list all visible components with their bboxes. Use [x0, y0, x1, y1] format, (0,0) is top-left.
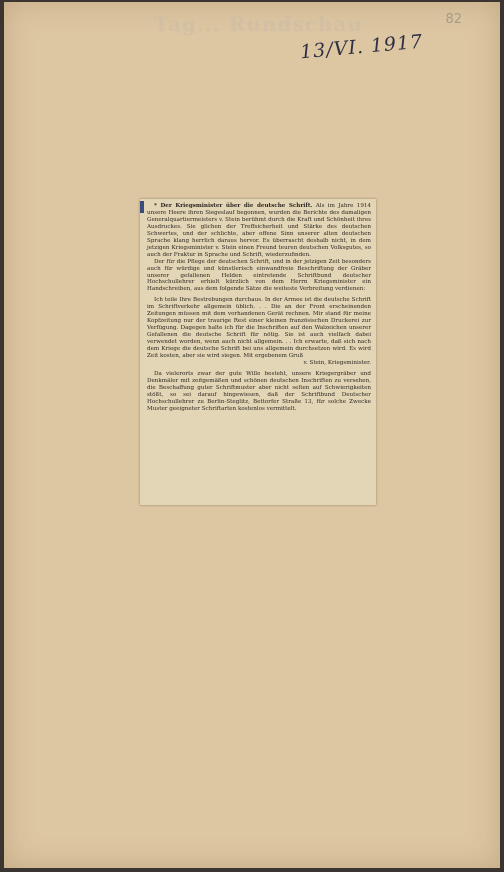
- paragraph-2: Der für die Pflege der deutschen Schrift, und in der jetzigen Zeit besonders auch für würdige und künstlerisch einwandfreie Beschriftung der Gräber unserer gefallenen Helden eintretende Schriftbund deutscher Hochschullehrer erhielt kürzlich von dem Herrn Kriegsminister ein Handschreiben, aus dem folgende Sätze die weiteste Verbreitung verdienen:: [147, 258, 371, 293]
- newspaper-clipping: [140, 199, 376, 505]
- newspaper-masthead-faded: Tag... Rundschau: [154, 12, 363, 36]
- paragraph-1-body: Als im Jahre 1914 unsere Heere ihren Siegeslauf begonnen, wurden die Berichte des damaligen Generalquartiermeisters v. Stein berühmt durch die Kraft und Schönheit ihres Ausdruckes. Sie glichen der Treffsicherheit und Stärke des deutschen Schwertes, und der schlichte, aber offene Sinn unserer alten deutschen Sprache klang herrlich daraus hervor. Es überrascht deshalb nicht, in dem jetzigen Kriegsminister v. Stein einen Freund teuren deutschen Volksgutes, so auch der Fraktur in Sprache und Schrift, wiederzufinden.: [147, 203, 371, 258]
- folio-number: 82: [445, 12, 462, 27]
- minister-quote: Ich teile Ihre Bestrebungen durchaus. In der Armee ist die deutsche Schrift im Schriftverkehr allgemein üblich. . . Die an der Front erscheinenden Zeitungen müssen mit dem vorhandenen Gerät rechnen. Mir stand für meine Kopfzeitung nur der traurige Rest einer kleinen französischen Druckerei zur Verfügung. Dagegen halte ich für die Inschriften auf den Walzeichen unserer Gefallenen die deutsche Schrift für nötig. Sie ist auch vielfach dabei verwendet worden, wenn auch nicht allgemein. . . Ich erwarte, daß sich nach dem Kriege die deutsche Schrift bei uns allgemein durchsetzen wird. Es wird Zeit kosten, aber sie wird siegen. Mit ergebenem Gruß: [147, 297, 371, 360]
- signature-line: v. Stein, Kriegsminister.: [303, 359, 371, 366]
- blue-pencil-mark: [140, 201, 144, 213]
- archive-sheet: [4, 2, 500, 868]
- paragraph-3: Da vielerorts zwar der gute Wille besteht, unsere Kriegergräber und Denkmäler mit zeitgemäßen und schönen deutschen Inschriften zu versehen, die Beschaffung guter Schriftmuster aber nicht selten auf Schwierigkeiten stößt, so sei darauf hingewiesen, daß der Schriftbund Deutscher Hochschullehrer zu Berlin-Steglitz, Bettorfer Straße 13, für solche Zwecke Muster geeigneter Schriftarten kostenlos vermittelt.: [147, 370, 371, 412]
- paragraph-1: [147, 203, 371, 259]
- clipping-text: [147, 203, 371, 413]
- article-headline: * Der Kriegsminister über die deutsche Schrift.: [154, 203, 313, 209]
- handwritten-date: 13/VI. 1917: [299, 30, 424, 64]
